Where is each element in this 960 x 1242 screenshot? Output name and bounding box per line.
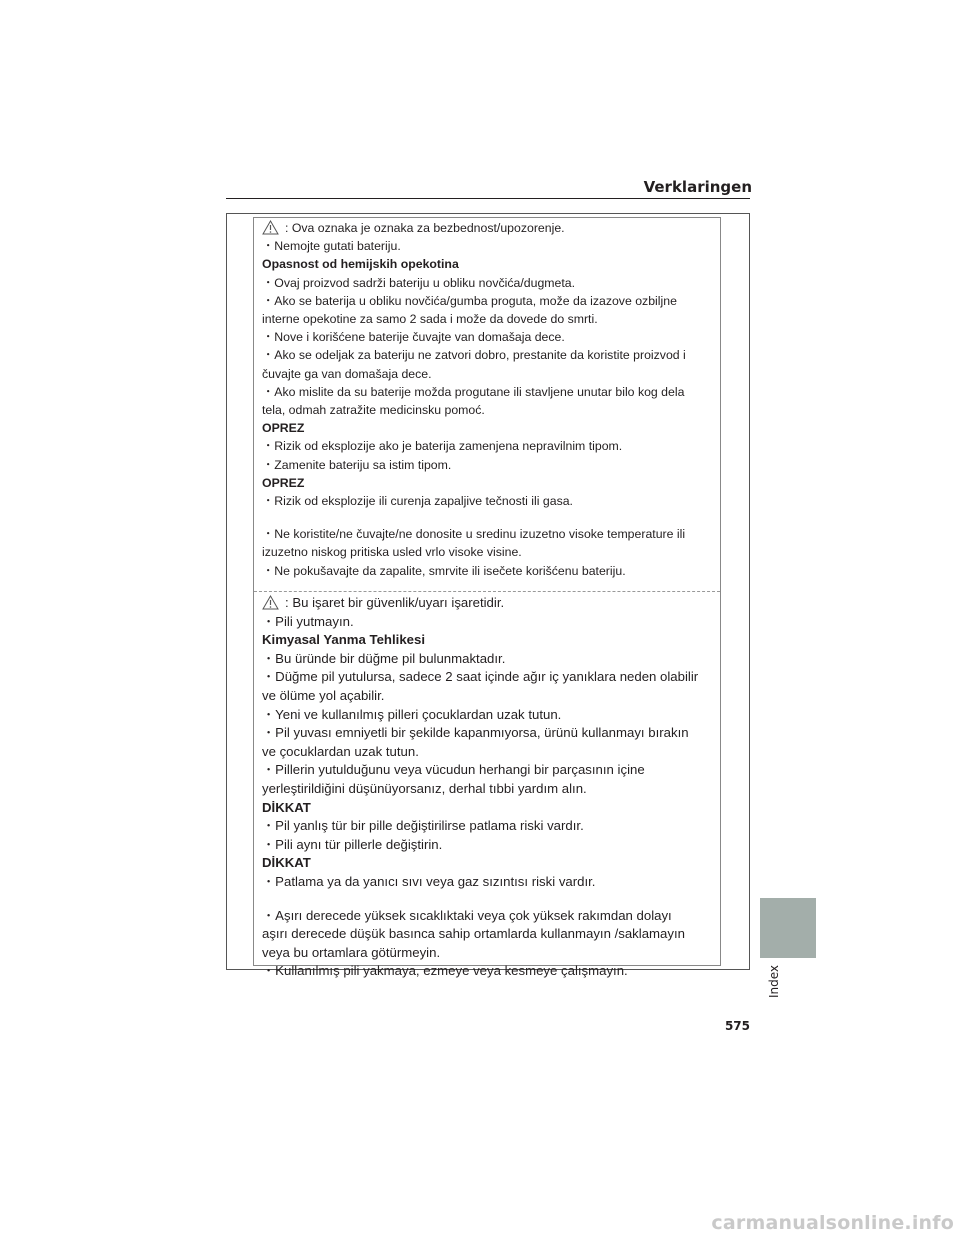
blank-line <box>262 510 712 525</box>
text-line <box>262 706 712 725</box>
text-line <box>262 780 712 799</box>
text-line <box>262 437 712 455</box>
header-rule <box>226 198 750 199</box>
text-line <box>262 724 712 743</box>
text-line <box>262 401 712 419</box>
turkish-warning-section <box>262 594 712 981</box>
line-text: Kimyasal Yanma Tehlikesi <box>262 632 425 648</box>
text-line <box>262 836 712 855</box>
line-text: ve çocuklardan uzak tutun. <box>262 743 419 759</box>
text-line <box>262 944 712 963</box>
section-heading <box>262 799 712 818</box>
line-text: ・Ako mislite da su baterije možda progutane ili stavljene unutar bilo kog dela <box>262 384 685 399</box>
line-text: DİKKAT <box>262 799 311 815</box>
line-text: ・Ako se odeljak za bateriju ne zatvori dobro, prestanite da koristite proizvod i <box>262 348 686 363</box>
line-text: ・Pil yuvası emniyetli bir şekilde kapanmıyorsa, ürünü kullanmayı bırakın <box>262 725 689 741</box>
text-line <box>262 761 712 780</box>
text-line <box>262 543 712 561</box>
text-line <box>262 492 712 510</box>
line-text: ・Kullanılmış pili yakmaya, ezmeye veya kesmeye çalışmayın. <box>262 963 628 979</box>
line-text: ・Pili aynı tür pillerle değiştirin. <box>262 836 443 852</box>
watermark-text: carmanualsonline.info <box>711 1212 954 1234</box>
line-text: ・Rizik od eksplozije ili curenja zapaljive tečnosti ili gasa. <box>262 494 573 509</box>
text-line <box>262 346 712 364</box>
line-text: DİKKAT <box>262 855 311 871</box>
line-text: OPREZ <box>262 421 305 436</box>
index-side-tab[interactable] <box>760 898 816 958</box>
section-heading <box>262 474 712 492</box>
text-line <box>262 274 712 292</box>
line-text: Opasnost od hemijskih opekotina <box>262 257 459 272</box>
section-heading <box>262 255 712 273</box>
warning-symbol-line <box>262 594 712 613</box>
line-text: ・Yeni ve kullanılmış pilleri çocuklardan uzak tutun. <box>262 706 562 722</box>
text-line <box>262 873 712 892</box>
section-heading <box>262 631 712 650</box>
line-text: aşırı derecede düşük basınca sahip ortamlarda kullanmayın /saklamayın <box>262 926 685 942</box>
text-line <box>262 817 712 836</box>
line-text: : Bu işaret bir güvenlik/uyarı işaretidir. <box>285 595 505 610</box>
text-line <box>262 562 712 580</box>
line-text: veya bu ortamlara götürmeyin. <box>262 944 441 960</box>
warning-triangle-icon <box>262 595 279 610</box>
line-text: ・Ne koristite/ne čuvajte/ne donosite u sredinu izuzetno visoke temperature ili <box>262 527 686 542</box>
text-line <box>262 907 712 926</box>
text-line <box>262 668 712 687</box>
line-text: ・Nemojte gutati bateriju. <box>262 239 401 254</box>
text-line <box>262 328 712 346</box>
index-side-label: Index <box>767 964 781 998</box>
line-text: OPREZ <box>262 475 305 490</box>
line-text: tela, odmah zatražite medicinsku pomoć. <box>262 403 485 418</box>
line-text: ・Ako se baterija u obliku novčića/gumba proguta, može da izazove ozbiljne <box>262 293 677 308</box>
text-line <box>262 310 712 328</box>
serbian-warning-section <box>262 219 712 580</box>
text-line <box>262 613 712 632</box>
page-number: 575 <box>724 1019 750 1033</box>
warning-triangle-icon <box>262 220 279 235</box>
text-line <box>262 383 712 401</box>
line-text: ・Nove i korišćene baterije čuvajte van domašaja dece. <box>262 330 565 345</box>
section-heading <box>262 854 712 873</box>
line-text: yerleştirildiğini düşünüyorsanız, derhal tıbbi yardım alın. <box>262 780 587 796</box>
line-text: ・Zamenite bateriju sa istim tipom. <box>262 457 452 472</box>
line-text: čuvajte ga van domašaja dece. <box>262 366 432 381</box>
section-divider <box>254 591 720 592</box>
line-text: ・Pili yutmayın. <box>262 613 354 629</box>
text-line <box>262 743 712 762</box>
line-text: ・Rizik od eksplozije ako je baterija zamenjena nepravilnim tipom. <box>262 439 623 454</box>
page-header-title: Verklaringen <box>643 178 752 196</box>
line-text: interne opekotine za samo 2 sada i može da dovede do smrti. <box>262 312 598 327</box>
text-line <box>262 525 712 543</box>
text-line <box>262 650 712 669</box>
text-line <box>262 456 712 474</box>
warning-symbol-line <box>262 219 712 237</box>
line-text: ・Bu üründe bir düğme pil bulunmaktadır. <box>262 650 506 666</box>
text-line <box>262 365 712 383</box>
text-line <box>262 292 712 310</box>
line-text: ・Pillerin yutulduğunu veya vücudun herhangi bir parçasının içine <box>262 762 645 778</box>
text-line <box>262 962 712 981</box>
text-line <box>262 925 712 944</box>
line-text: ・Pil yanlış tür bir pille değiştirilirse patlama riski vardır. <box>262 818 584 834</box>
line-text: ・Patlama ya da yanıcı sıvı veya gaz sızıntısı riski vardır. <box>262 873 596 889</box>
text-line <box>262 687 712 706</box>
blank-line <box>262 892 712 907</box>
line-text: ・Düğme pil yutulursa, sadece 2 saat içinde ağır iç yanıklara neden olabilir <box>262 669 699 685</box>
line-text: ・Ovaj proizvod sadrži bateriju u obliku novčića/dugmeta. <box>262 275 576 290</box>
line-text: izuzetno niskog pritiska usled vrlo visoke visine. <box>262 545 522 560</box>
text-line <box>262 237 712 255</box>
line-text: ・Aşırı derecede yüksek sıcaklıktaki veya çok yüksek rakımdan dolayı <box>262 907 672 923</box>
line-text: ・Ne pokušavajte da zapalite, smrvite ili isečete korišćenu bateriju. <box>262 563 626 578</box>
line-text: : Ova oznaka je oznaka za bezbednost/upozorenje. <box>285 221 565 235</box>
line-text: ve ölüme yol açabilir. <box>262 687 385 703</box>
section-heading <box>262 419 712 437</box>
